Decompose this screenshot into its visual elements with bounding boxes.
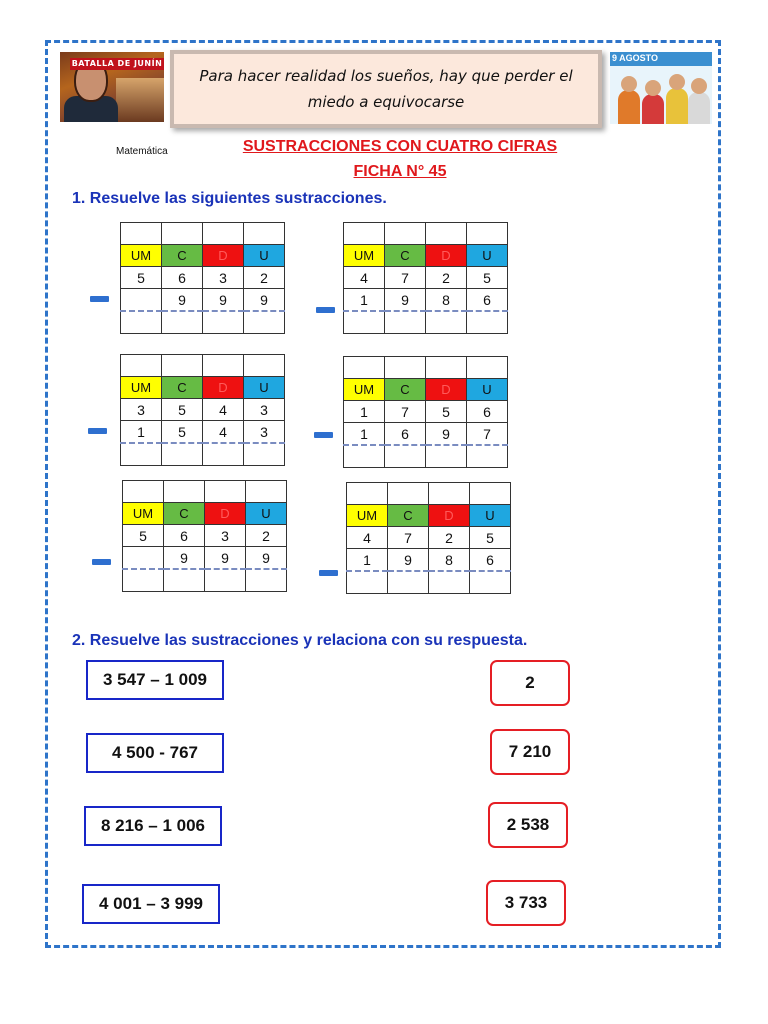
place-header-d: D [426, 379, 467, 401]
carry-cell[interactable] [203, 355, 244, 377]
battle-title-banner: BATALLA DE JUNÍN [71, 59, 163, 68]
place-header-c: C [162, 377, 203, 399]
place-value-board [343, 356, 508, 468]
carry-cell[interactable] [429, 483, 470, 505]
child-figure [618, 90, 640, 124]
minuend-digit: 3 [121, 399, 162, 421]
minuend-digit: 5 [121, 267, 162, 289]
place-header-c: C [162, 245, 203, 267]
subtrahend-digit: 4 [203, 421, 244, 444]
minus-sign [319, 570, 338, 576]
minus-sign [92, 559, 111, 565]
result-cell[interactable] [385, 445, 426, 468]
place-header-d: D [203, 245, 244, 267]
section-1-instruction: 1. Resuelve las siguientes sustracciones. [72, 190, 387, 207]
subtrahend-digit: 8 [429, 549, 470, 572]
carry-cell[interactable] [426, 223, 467, 245]
result-cell[interactable] [244, 443, 285, 466]
minuend-digit: 7 [388, 527, 429, 549]
result-cell[interactable] [162, 443, 203, 466]
carry-cell[interactable] [246, 481, 287, 503]
carry-cell[interactable] [162, 355, 203, 377]
subtrahend-digit: 8 [426, 289, 467, 312]
subtrahend-digit: 7 [467, 423, 508, 446]
result-cell[interactable] [121, 443, 162, 466]
place-header-um: UM [344, 245, 385, 267]
subtrahend-digit [123, 547, 164, 570]
minus-sign [316, 307, 335, 313]
result-cell[interactable] [470, 571, 511, 594]
minuend-digit: 5 [123, 525, 164, 547]
place-value-board [122, 480, 287, 592]
result-cell[interactable] [203, 311, 244, 334]
place-header-d: D [426, 245, 467, 267]
carry-cell[interactable] [347, 483, 388, 505]
result-cell[interactable] [388, 571, 429, 594]
subtrahend-digit: 6 [470, 549, 511, 572]
place-header-c: C [388, 505, 429, 527]
subtrahend-digit: 1 [344, 289, 385, 312]
minus-sign [88, 428, 107, 434]
carry-cell[interactable] [344, 223, 385, 245]
carry-cell[interactable] [467, 357, 508, 379]
subtrahend-digit: 9 [164, 547, 205, 570]
minus-sign [314, 432, 333, 438]
place-header-um: UM [347, 505, 388, 527]
result-cell[interactable] [347, 571, 388, 594]
carry-cell[interactable] [244, 223, 285, 245]
place-value-board [346, 482, 511, 594]
place-header-um: UM [121, 245, 162, 267]
battle-scene [116, 78, 164, 122]
result-cell[interactable] [121, 311, 162, 334]
carry-cell[interactable] [388, 483, 429, 505]
subtrahend-digit: 9 [388, 549, 429, 572]
subtrahend-digit: 9 [244, 289, 285, 312]
carry-cell[interactable] [121, 355, 162, 377]
result-cell[interactable] [203, 443, 244, 466]
minuend-digit: 5 [470, 527, 511, 549]
place-header-d: D [203, 377, 244, 399]
subtrahend-digit: 9 [162, 289, 203, 312]
minuend-digit: 6 [164, 525, 205, 547]
carry-cell[interactable] [344, 357, 385, 379]
worksheet-number: FICHA N° 45 [353, 163, 447, 180]
subtrahend-digit: 9 [203, 289, 244, 312]
place-header-u: U [246, 503, 287, 525]
minuend-digit: 3 [203, 267, 244, 289]
carry-cell[interactable] [164, 481, 205, 503]
minuend-digit: 5 [426, 401, 467, 423]
carry-cell[interactable] [205, 481, 246, 503]
worksheet-title: SUSTRACCIONES CON CUATRO CIFRAS [242, 138, 558, 155]
result-cell[interactable] [205, 569, 246, 592]
subtrahend-digit: 9 [205, 547, 246, 570]
subtrahend-digit: 6 [385, 423, 426, 446]
place-value-board [120, 354, 285, 466]
subtrahend-digit: 3 [244, 421, 285, 444]
minuend-digit: 3 [205, 525, 246, 547]
place-header-um: UM [123, 503, 164, 525]
minuend-digit: 6 [162, 267, 203, 289]
carry-cell[interactable] [385, 357, 426, 379]
subtrahend-digit: 5 [162, 421, 203, 444]
result-cell[interactable] [429, 571, 470, 594]
subtraction-expression[interactable]: 8 216 – 1 006 [84, 806, 222, 846]
result-cell[interactable] [162, 311, 203, 334]
answer-box[interactable]: 2 [490, 660, 570, 706]
carry-cell[interactable] [162, 223, 203, 245]
minus-sign [90, 296, 109, 302]
result-cell[interactable] [344, 445, 385, 468]
child-figure [666, 88, 688, 124]
minuend-digit: 4 [344, 267, 385, 289]
carry-cell[interactable] [385, 223, 426, 245]
subtrahend-digit: 1 [121, 421, 162, 444]
minuend-digit: 3 [244, 399, 285, 421]
carry-cell[interactable] [121, 223, 162, 245]
answer-box[interactable]: 3 733 [486, 880, 566, 926]
place-header-u: U [467, 379, 508, 401]
minuend-digit: 4 [347, 527, 388, 549]
minuend-digit: 2 [246, 525, 287, 547]
place-header-c: C [385, 379, 426, 401]
result-cell[interactable] [123, 569, 164, 592]
place-header-u: U [244, 377, 285, 399]
carry-cell[interactable] [244, 355, 285, 377]
result-cell[interactable] [246, 569, 287, 592]
quote-line-1: Para hacer realidad los sueños, hay que perder el [199, 67, 573, 85]
place-header-um: UM [121, 377, 162, 399]
minuend-digit: 5 [467, 267, 508, 289]
minuend-digit: 7 [385, 401, 426, 423]
date-label: 9 AGOSTO [612, 53, 659, 63]
carry-cell[interactable] [426, 357, 467, 379]
section-2-instruction: 2. Resuelve las sustracciones y relaciona con su respuesta. [72, 632, 528, 649]
subtrahend-digit: 9 [385, 289, 426, 312]
subtrahend-digit: 1 [344, 423, 385, 446]
result-cell[interactable] [344, 311, 385, 334]
carry-cell[interactable] [470, 483, 511, 505]
answer-box[interactable]: 7 210 [490, 729, 570, 775]
place-header-d: D [205, 503, 246, 525]
result-cell[interactable] [426, 311, 467, 334]
result-cell[interactable] [426, 445, 467, 468]
minuend-digit: 1 [344, 401, 385, 423]
minuend-digit: 6 [467, 401, 508, 423]
subtrahend-digit: 9 [426, 423, 467, 446]
result-cell[interactable] [244, 311, 285, 334]
minuend-digit: 5 [162, 399, 203, 421]
place-header-c: C [164, 503, 205, 525]
subtraction-expression[interactable]: 4 001 – 3 999 [82, 884, 220, 924]
minuend-digit: 2 [429, 527, 470, 549]
result-cell[interactable] [467, 311, 508, 334]
carry-cell[interactable] [203, 223, 244, 245]
subtrahend-digit: 6 [467, 289, 508, 312]
motivational-quote [170, 50, 602, 128]
child-figure [688, 92, 710, 124]
minuend-digit: 2 [244, 267, 285, 289]
quote-line-2: miedo a equivocarse [307, 93, 465, 111]
place-value-board [120, 222, 285, 334]
subtraction-expression[interactable]: 3 547 – 1 009 [86, 660, 224, 700]
child-figure [642, 94, 664, 124]
subtrahend-digit: 1 [347, 549, 388, 572]
subtraction-expression[interactable]: 4 500 - 767 [86, 733, 224, 773]
battle-of-junin-image [60, 52, 164, 122]
carry-cell[interactable] [467, 223, 508, 245]
place-header-u: U [467, 245, 508, 267]
result-cell[interactable] [164, 569, 205, 592]
carry-cell[interactable] [123, 481, 164, 503]
minuend-digit: 7 [385, 267, 426, 289]
place-header-um: UM [344, 379, 385, 401]
place-header-u: U [244, 245, 285, 267]
result-cell[interactable] [467, 445, 508, 468]
answer-box[interactable]: 2 538 [488, 802, 568, 848]
indigenous-day-image [610, 52, 712, 124]
place-header-u: U [470, 505, 511, 527]
subject-label: Matemática [116, 146, 168, 157]
minuend-digit: 2 [426, 267, 467, 289]
minuend-digit: 4 [203, 399, 244, 421]
place-header-c: C [385, 245, 426, 267]
place-header-d: D [429, 505, 470, 527]
place-value-board [343, 222, 508, 334]
subtrahend-digit [121, 289, 162, 312]
result-cell[interactable] [385, 311, 426, 334]
subtrahend-digit: 9 [246, 547, 287, 570]
